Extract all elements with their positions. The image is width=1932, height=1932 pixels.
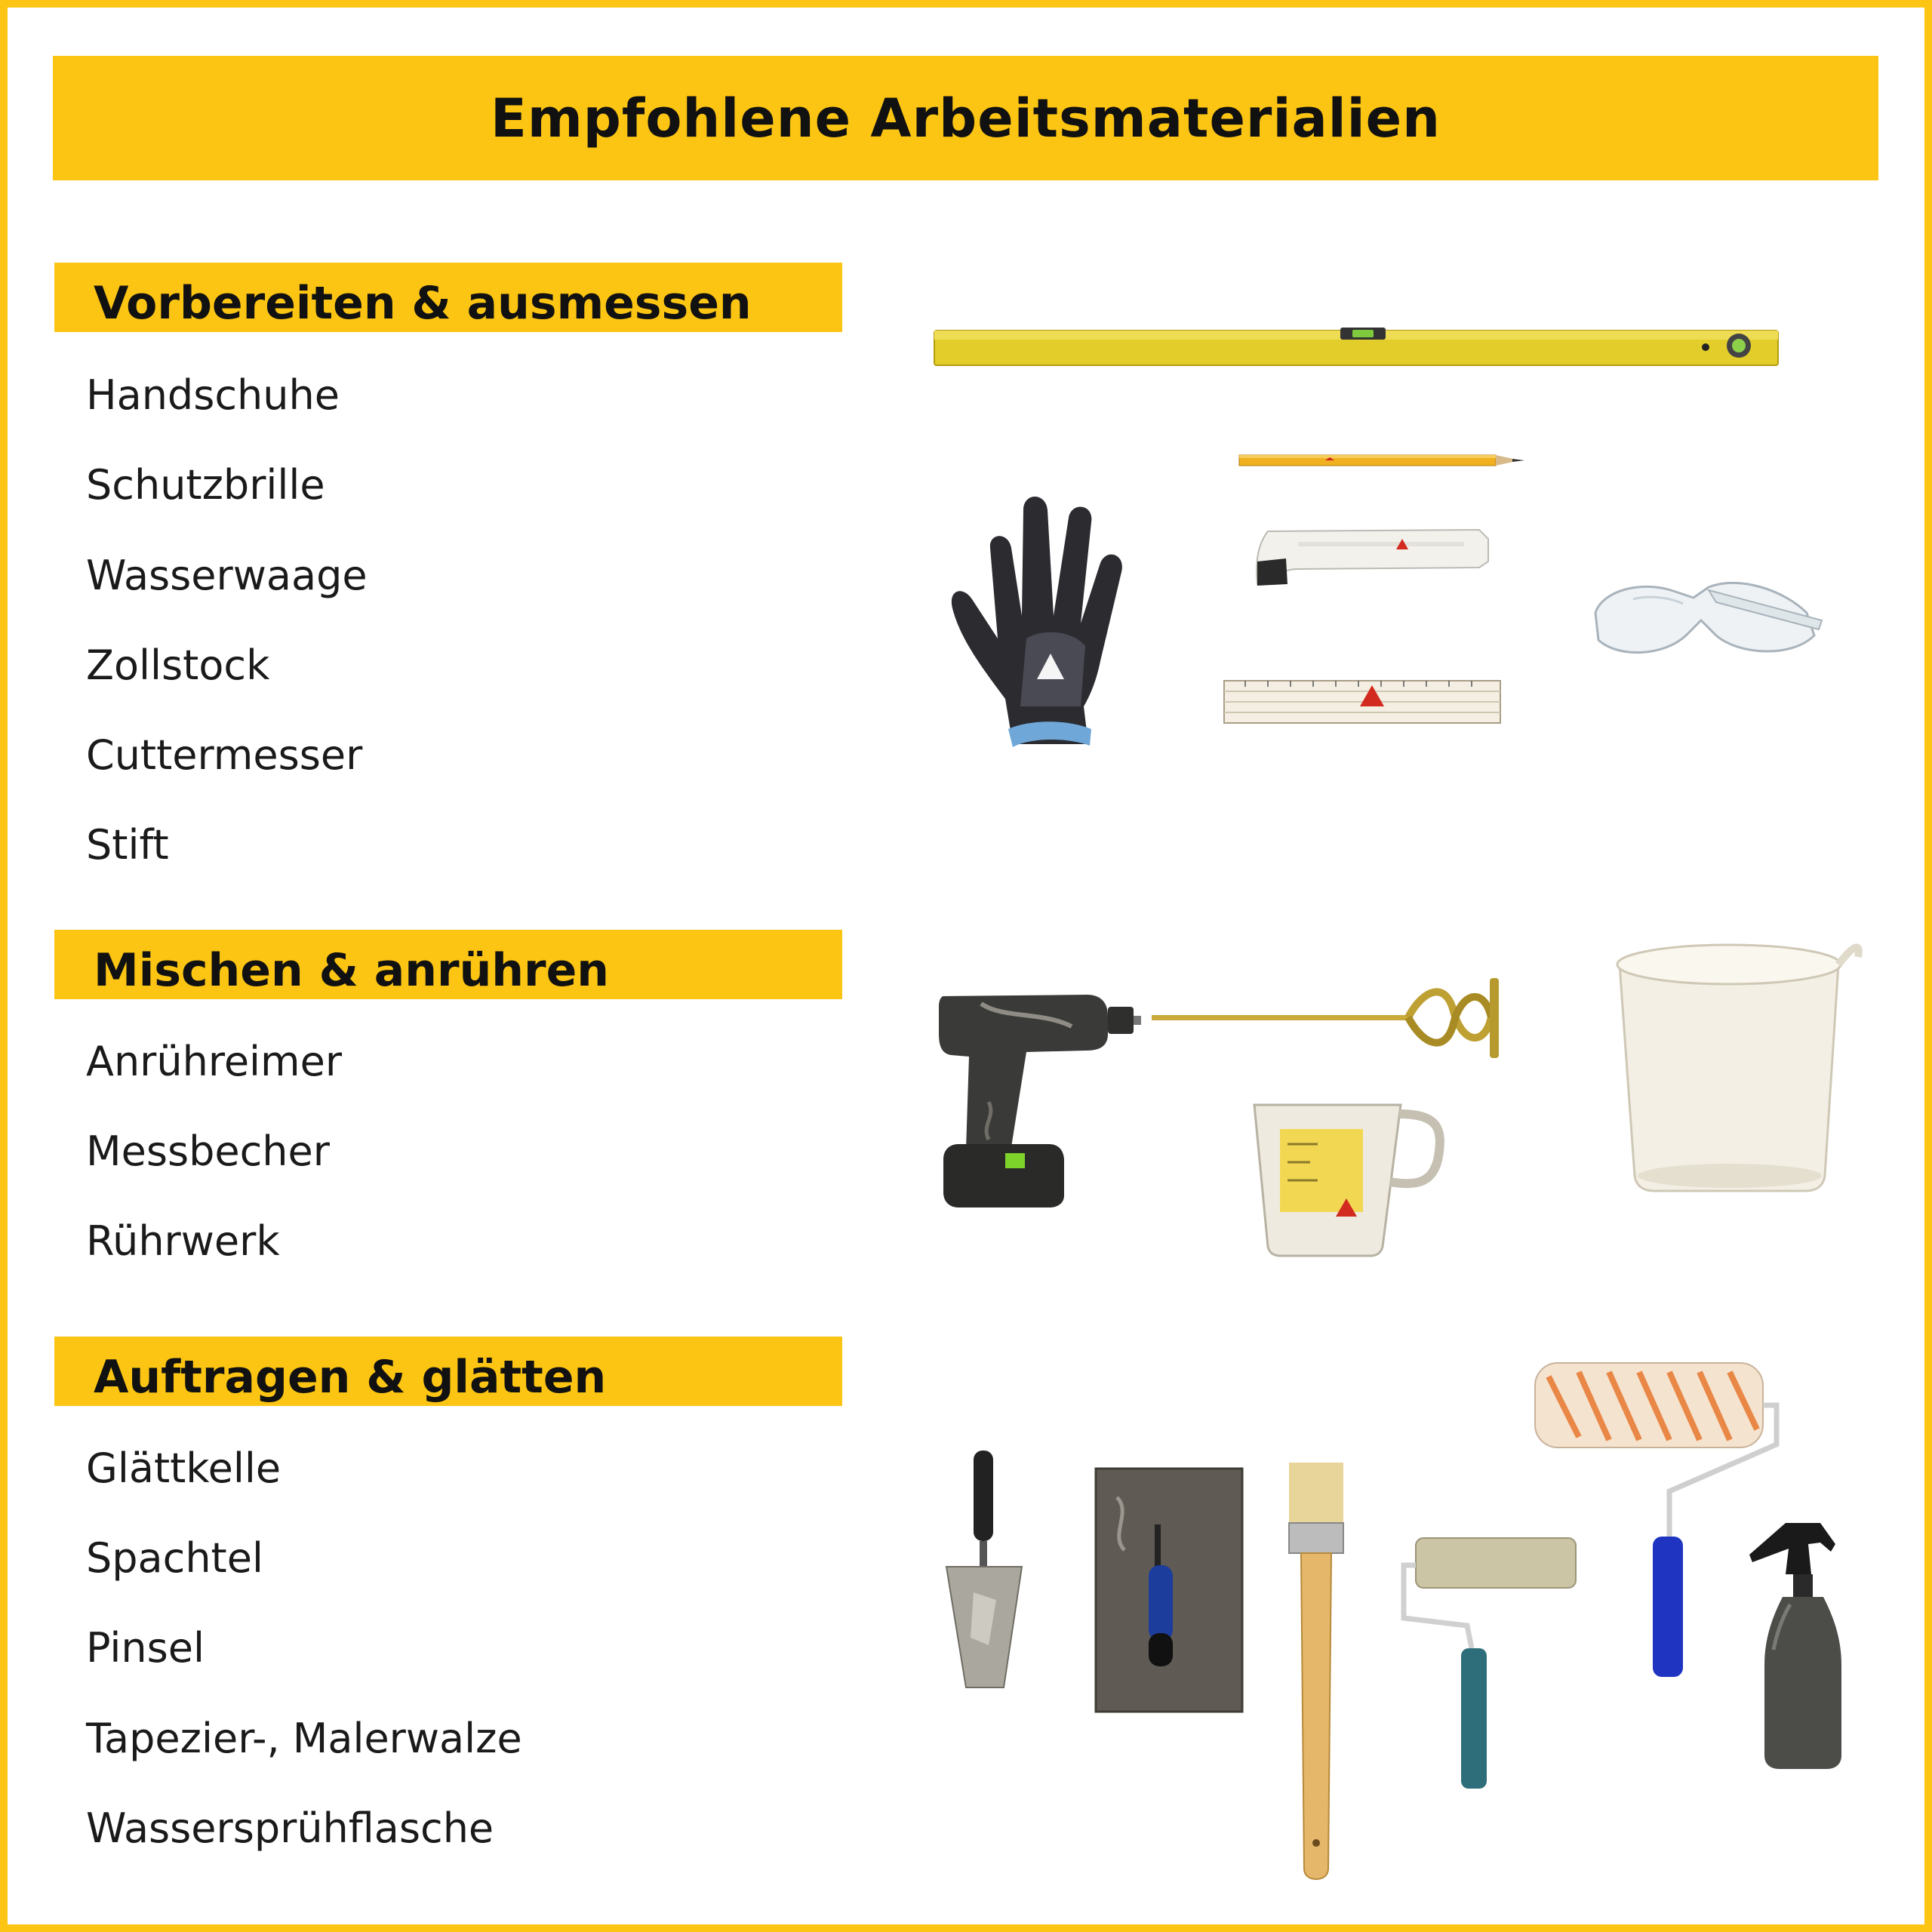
- list-item: Schutzbrille: [86, 461, 325, 509]
- folding-rule-icon: [1223, 676, 1503, 729]
- glove-icon: [945, 480, 1141, 753]
- bucket-icon: [1612, 934, 1864, 1195]
- spirit-level-icon: [933, 326, 1786, 371]
- section-heading-label: Auftragen & glätten: [94, 1351, 607, 1404]
- list-item: Anrühreimer: [86, 1038, 343, 1085]
- page-title: Empfohlene Arbeitsmaterialien: [491, 87, 1441, 149]
- brush-icon: [1284, 1461, 1348, 1881]
- list-item: Tapezier-, Malerwalze: [86, 1715, 522, 1762]
- list-item: Wasserwaage: [86, 552, 368, 599]
- section-heading-prepare: [54, 263, 842, 332]
- measuring-cup-icon: [1250, 1099, 1443, 1257]
- section-heading-apply: [54, 1337, 842, 1406]
- safety-glasses-icon: [1588, 568, 1829, 673]
- drill-icon: [936, 989, 1141, 1208]
- paint-roller-icon: [1534, 1361, 1783, 1678]
- list-item: Glättkelle: [86, 1444, 281, 1492]
- smoothing-trowel-icon: [1094, 1467, 1245, 1715]
- section-heading-mix: [54, 930, 842, 999]
- list-item: Messbecher: [86, 1128, 330, 1175]
- list-item: Cuttermesser: [86, 731, 363, 779]
- mixing-paddle-icon: [1152, 974, 1506, 1064]
- section-heading-label: Vorbereiten & ausmessen: [94, 277, 752, 330]
- pencil-icon: [1239, 451, 1526, 469]
- list-item: Handschuhe: [86, 371, 340, 419]
- section-heading-label: Mischen & anrühren: [94, 944, 609, 997]
- list-item: Rührwerk: [86, 1217, 280, 1265]
- pointing-trowel-icon: [943, 1449, 1026, 1690]
- list-item: Pinsel: [86, 1624, 205, 1672]
- list-item: Zollstock: [86, 641, 270, 689]
- cutter-knife-icon: [1253, 524, 1494, 596]
- list-item: Spachtel: [86, 1534, 263, 1582]
- list-item: Stift: [86, 821, 169, 869]
- list-item: Wassersprühflasche: [86, 1804, 494, 1852]
- spray-bottle-icon: [1748, 1521, 1846, 1770]
- title-banner: [53, 56, 1878, 180]
